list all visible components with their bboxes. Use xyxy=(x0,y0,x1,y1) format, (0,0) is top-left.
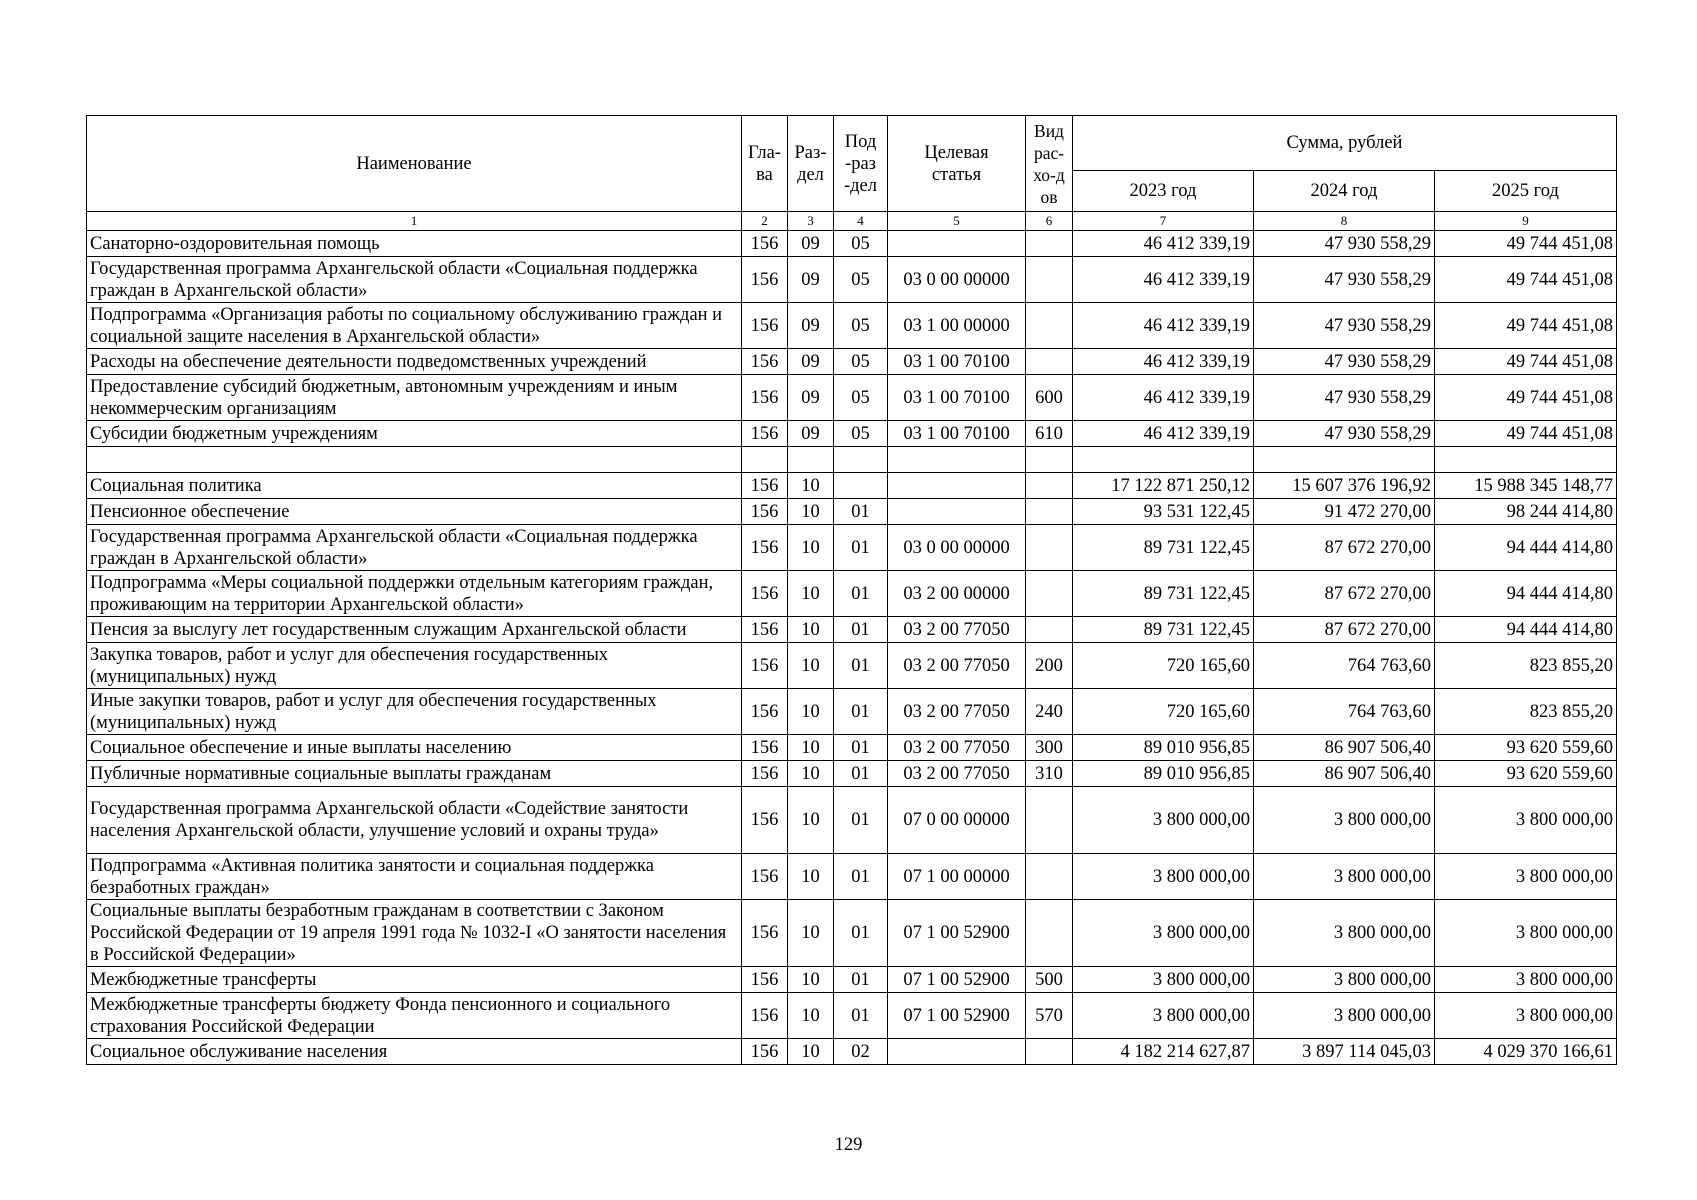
row-amount-2025: 94 444 414,80 xyxy=(1435,525,1617,571)
row-expense-type xyxy=(1026,231,1073,257)
row-amount-2025: 93 620 559,60 xyxy=(1435,761,1617,787)
row-subsection: 05 xyxy=(834,375,888,421)
row-amount-2023: 3 800 000,00 xyxy=(1073,900,1254,967)
row-section: 09 xyxy=(788,303,834,349)
row-subsection: 01 xyxy=(834,900,888,967)
row-chapter: 156 xyxy=(742,689,788,735)
row-section: 10 xyxy=(788,473,834,499)
table-row xyxy=(87,231,1617,257)
row-amount-2023: 46 412 339,19 xyxy=(1073,375,1254,421)
row-chapter: 156 xyxy=(742,257,788,303)
row-section: 10 xyxy=(788,1039,834,1065)
row-amount-2023: 720 165,60 xyxy=(1073,689,1254,735)
row-subsection: 05 xyxy=(834,349,888,375)
header-year-2023: 2023 год xyxy=(1073,171,1254,212)
row-section: 10 xyxy=(788,787,834,854)
row-amount-2024: 47 930 558,29 xyxy=(1254,375,1435,421)
table-row xyxy=(87,257,1617,303)
row-amount-2023: 3 800 000,00 xyxy=(1073,787,1254,854)
column-number: 7 xyxy=(1073,212,1254,231)
row-section: 10 xyxy=(788,900,834,967)
row-chapter: 156 xyxy=(742,643,788,689)
row-chapter: 156 xyxy=(742,375,788,421)
column-number: 3 xyxy=(788,212,834,231)
row-section: 10 xyxy=(788,967,834,993)
row-subsection: 05 xyxy=(834,231,888,257)
row-subsection: 02 xyxy=(834,1039,888,1065)
row-amount-2024: 47 930 558,29 xyxy=(1254,303,1435,349)
row-subsection: 01 xyxy=(834,643,888,689)
row-chapter: 156 xyxy=(742,617,788,643)
row-amount-2024: 764 763,60 xyxy=(1254,689,1435,735)
row-amount-2024: 3 800 000,00 xyxy=(1254,993,1435,1039)
row-name: Предоставление субсидий бюджетным, автономным учреждениям и иным некоммерческим организациям xyxy=(87,375,742,421)
row-name: Социальные выплаты безработным гражданам в соответствии с Законом Российской Федерации от 19 апреля 1991 года № 1032-I «О занятости населения в Российской Федерации» xyxy=(87,900,742,967)
row-subsection: 05 xyxy=(834,421,888,447)
row-target-article: 07 1 00 52900 xyxy=(888,967,1026,993)
row-name: Подпрограмма «Активная политика занятости и социальная поддержка безработных граждан» xyxy=(87,854,742,900)
row-chapter: 156 xyxy=(742,900,788,967)
row-name: Социальное обслуживание населения xyxy=(87,1039,742,1065)
table-row xyxy=(87,525,1617,571)
row-name: Подпрограмма «Меры социальной поддержки отдельным категориям граждан, проживающим на территории Архангельской области» xyxy=(87,571,742,617)
row-subsection: 01 xyxy=(834,787,888,854)
row-target-article: 03 2 00 77050 xyxy=(888,735,1026,761)
row-expense-type xyxy=(1026,571,1073,617)
row-subsection: 01 xyxy=(834,735,888,761)
row-target-article xyxy=(888,447,1026,473)
row-amount-2024: 3 800 000,00 xyxy=(1254,854,1435,900)
row-target-article: 03 1 00 70100 xyxy=(888,421,1026,447)
table-row xyxy=(87,473,1617,499)
header-subsection-text: Под-раз-дел xyxy=(843,131,878,196)
row-chapter: 156 xyxy=(742,473,788,499)
row-subsection xyxy=(834,447,888,473)
row-amount-2025: 94 444 414,80 xyxy=(1435,571,1617,617)
header-target-article-text: Целевая статья xyxy=(924,142,989,185)
row-name: Государственная программа Архангельской области «Содействие занятости населения Архангельской области, улучшение условий и охраны труда» xyxy=(87,787,742,854)
row-chapter: 156 xyxy=(742,1039,788,1065)
row-target-article: 07 1 00 00000 xyxy=(888,854,1026,900)
row-amount-2024: 3 897 114 045,03 xyxy=(1254,1039,1435,1065)
row-subsection: 05 xyxy=(834,257,888,303)
header-sum: Сумма, рублей xyxy=(1073,116,1617,171)
column-number-row xyxy=(87,212,1617,231)
table-row xyxy=(87,617,1617,643)
row-chapter: 156 xyxy=(742,525,788,571)
row-name: Подпрограмма «Организация работы по социальному обслуживанию граждан и социальной защите населения в Архангельской области» xyxy=(87,303,742,349)
row-amount-2023: 89 010 956,85 xyxy=(1073,761,1254,787)
row-amount-2023: 46 412 339,19 xyxy=(1073,349,1254,375)
row-name: Межбюджетные трансферты бюджету Фонда пенсионного и социального страхования Российской Федерации xyxy=(87,993,742,1039)
table-row xyxy=(87,421,1617,447)
row-expense-type xyxy=(1026,447,1073,473)
row-target-article xyxy=(888,231,1026,257)
header-section xyxy=(788,116,834,212)
row-name: Пенсия за выслугу лет государственным служащим Архангельской области xyxy=(87,617,742,643)
row-amount-2023: 93 531 122,45 xyxy=(1073,499,1254,525)
table-row xyxy=(87,303,1617,349)
row-subsection: 01 xyxy=(834,967,888,993)
row-amount-2023: 46 412 339,19 xyxy=(1073,257,1254,303)
row-amount-2024: 47 930 558,29 xyxy=(1254,231,1435,257)
table-row xyxy=(87,735,1617,761)
row-target-article: 07 1 00 52900 xyxy=(888,993,1026,1039)
row-amount-2024: 47 930 558,29 xyxy=(1254,421,1435,447)
row-name: Социальное обеспечение и иные выплаты населению xyxy=(87,735,742,761)
row-section: 10 xyxy=(788,525,834,571)
row-expense-type xyxy=(1026,473,1073,499)
row-amount-2024: 47 930 558,29 xyxy=(1254,257,1435,303)
row-section: 10 xyxy=(788,571,834,617)
row-target-article: 03 1 00 70100 xyxy=(888,349,1026,375)
header-target-article xyxy=(888,116,1026,212)
row-target-article: 03 2 00 77050 xyxy=(888,643,1026,689)
row-chapter: 156 xyxy=(742,735,788,761)
header-year-2025: 2025 год xyxy=(1435,171,1617,212)
row-subsection: 01 xyxy=(834,689,888,735)
table-row xyxy=(87,499,1617,525)
row-chapter: 156 xyxy=(742,571,788,617)
row-target-article: 03 0 00 00000 xyxy=(888,525,1026,571)
row-amount-2025: 49 744 451,08 xyxy=(1435,349,1617,375)
row-section: 10 xyxy=(788,761,834,787)
row-amount-2023: 4 182 214 627,87 xyxy=(1073,1039,1254,1065)
table-row xyxy=(87,571,1617,617)
row-name: Субсидии бюджетным учреждениям xyxy=(87,421,742,447)
row-subsection: 01 xyxy=(834,993,888,1039)
row-amount-2023: 3 800 000,00 xyxy=(1073,854,1254,900)
row-subsection: 05 xyxy=(834,303,888,349)
row-name: Санаторно-оздоровительная помощь xyxy=(87,231,742,257)
table-row xyxy=(87,787,1617,854)
row-expense-type xyxy=(1026,787,1073,854)
row-target-article: 07 0 00 00000 xyxy=(888,787,1026,854)
row-target-article: 03 1 00 70100 xyxy=(888,375,1026,421)
row-section xyxy=(788,447,834,473)
header-expense-type-text: Вид рас-хо-дов xyxy=(1033,120,1065,207)
row-name: Социальная политика xyxy=(87,473,742,499)
row-target-article: 03 1 00 00000 xyxy=(888,303,1026,349)
table-row xyxy=(87,993,1617,1039)
row-amount-2023: 3 800 000,00 xyxy=(1073,967,1254,993)
row-amount-2024: 15 607 376 196,92 xyxy=(1254,473,1435,499)
row-name: Государственная программа Архангельской области «Социальная поддержка граждан в Архангельской области» xyxy=(87,525,742,571)
row-amount-2025: 3 800 000,00 xyxy=(1435,854,1617,900)
row-chapter: 156 xyxy=(742,349,788,375)
row-section: 10 xyxy=(788,617,834,643)
row-amount-2025: 49 744 451,08 xyxy=(1435,303,1617,349)
row-name: Иные закупки товаров, работ и услуг для обеспечения государственных (муниципальных) нужд xyxy=(87,689,742,735)
row-section: 10 xyxy=(788,689,834,735)
header-section-text: Раз-дел xyxy=(794,142,827,185)
row-amount-2023: 17 122 871 250,12 xyxy=(1073,473,1254,499)
row-section: 10 xyxy=(788,499,834,525)
row-target-article: 03 2 00 77050 xyxy=(888,617,1026,643)
row-expense-type: 300 xyxy=(1026,735,1073,761)
row-amount-2024: 47 930 558,29 xyxy=(1254,349,1435,375)
row-expense-type: 200 xyxy=(1026,643,1073,689)
column-number: 5 xyxy=(888,212,1026,231)
row-chapter: 156 xyxy=(742,787,788,854)
row-subsection: 01 xyxy=(834,761,888,787)
row-subsection: 01 xyxy=(834,525,888,571)
row-section: 09 xyxy=(788,231,834,257)
table-row xyxy=(87,1039,1617,1065)
row-amount-2025: 3 800 000,00 xyxy=(1435,787,1617,854)
row-expense-type xyxy=(1026,525,1073,571)
row-expense-type: 310 xyxy=(1026,761,1073,787)
row-amount-2024: 3 800 000,00 xyxy=(1254,900,1435,967)
table-row xyxy=(87,349,1617,375)
row-name: Расходы на обеспечение деятельности подведомственных учреждений xyxy=(87,349,742,375)
row-amount-2024: 87 672 270,00 xyxy=(1254,617,1435,643)
row-amount-2025: 49 744 451,08 xyxy=(1435,421,1617,447)
row-subsection: 01 xyxy=(834,617,888,643)
row-amount-2024: 764 763,60 xyxy=(1254,643,1435,689)
column-number: 6 xyxy=(1026,212,1073,231)
header-chapter-text: Гла-ва xyxy=(748,142,781,185)
row-chapter: 156 xyxy=(742,303,788,349)
row-expense-type: 610 xyxy=(1026,421,1073,447)
row-amount-2023: 46 412 339,19 xyxy=(1073,421,1254,447)
column-number: 9 xyxy=(1435,212,1617,231)
row-section: 10 xyxy=(788,735,834,761)
row-expense-type xyxy=(1026,303,1073,349)
row-expense-type: 240 xyxy=(1026,689,1073,735)
row-amount-2023 xyxy=(1073,447,1254,473)
row-amount-2025: 823 855,20 xyxy=(1435,643,1617,689)
row-expense-type: 500 xyxy=(1026,967,1073,993)
row-amount-2023: 3 800 000,00 xyxy=(1073,993,1254,1039)
row-section: 09 xyxy=(788,257,834,303)
row-amount-2025: 49 744 451,08 xyxy=(1435,375,1617,421)
row-subsection: 01 xyxy=(834,571,888,617)
row-amount-2024: 91 472 270,00 xyxy=(1254,499,1435,525)
row-chapter xyxy=(742,447,788,473)
row-amount-2025: 49 744 451,08 xyxy=(1435,257,1617,303)
row-name: Государственная программа Архангельской области «Социальная поддержка граждан в Архангельской области» xyxy=(87,257,742,303)
header-name: Наименование xyxy=(87,116,742,212)
row-target-article xyxy=(888,499,1026,525)
row-expense-type: 600 xyxy=(1026,375,1073,421)
row-amount-2024: 86 907 506,40 xyxy=(1254,761,1435,787)
table-row xyxy=(87,854,1617,900)
row-name: Закупка товаров, работ и услуг для обеспечения государственных (муниципальных) нужд xyxy=(87,643,742,689)
row-target-article: 07 1 00 52900 xyxy=(888,900,1026,967)
row-target-article: 03 2 00 77050 xyxy=(888,761,1026,787)
row-amount-2025: 15 988 345 148,77 xyxy=(1435,473,1617,499)
column-number: 1 xyxy=(87,212,742,231)
row-expense-type xyxy=(1026,349,1073,375)
row-amount-2025: 49 744 451,08 xyxy=(1435,231,1617,257)
row-name: Публичные нормативные социальные выплаты гражданам xyxy=(87,761,742,787)
row-amount-2025: 98 244 414,80 xyxy=(1435,499,1617,525)
row-chapter: 156 xyxy=(742,993,788,1039)
table-row xyxy=(87,761,1617,787)
row-section: 10 xyxy=(788,993,834,1039)
row-amount-2025: 3 800 000,00 xyxy=(1435,900,1617,967)
row-amount-2023: 46 412 339,19 xyxy=(1073,303,1254,349)
row-expense-type xyxy=(1026,900,1073,967)
row-amount-2023: 89 731 122,45 xyxy=(1073,525,1254,571)
row-expense-type: 570 xyxy=(1026,993,1073,1039)
row-expense-type xyxy=(1026,499,1073,525)
table-row xyxy=(87,689,1617,735)
row-amount-2023: 89 731 122,45 xyxy=(1073,617,1254,643)
row-expense-type xyxy=(1026,854,1073,900)
row-subsection: 01 xyxy=(834,854,888,900)
column-number: 8 xyxy=(1254,212,1435,231)
row-amount-2025: 3 800 000,00 xyxy=(1435,967,1617,993)
row-expense-type xyxy=(1026,617,1073,643)
row-section: 10 xyxy=(788,854,834,900)
table-body xyxy=(87,231,1617,1065)
row-amount-2024: 86 907 506,40 xyxy=(1254,735,1435,761)
table-row xyxy=(87,900,1617,967)
row-amount-2025: 823 855,20 xyxy=(1435,689,1617,735)
row-name: Пенсионное обеспечение xyxy=(87,499,742,525)
row-amount-2023: 46 412 339,19 xyxy=(1073,231,1254,257)
row-amount-2023: 720 165,60 xyxy=(1073,643,1254,689)
column-number: 2 xyxy=(742,212,788,231)
row-chapter: 156 xyxy=(742,967,788,993)
row-amount-2023: 89 731 122,45 xyxy=(1073,571,1254,617)
header-expense-type xyxy=(1026,116,1073,212)
table-row xyxy=(87,375,1617,421)
row-section: 09 xyxy=(788,349,834,375)
row-subsection: 01 xyxy=(834,499,888,525)
row-amount-2025: 3 800 000,00 xyxy=(1435,993,1617,1039)
row-target-article: 03 0 00 00000 xyxy=(888,257,1026,303)
header-chapter xyxy=(742,116,788,212)
row-amount-2024: 3 800 000,00 xyxy=(1254,787,1435,854)
row-section: 09 xyxy=(788,375,834,421)
row-amount-2024: 3 800 000,00 xyxy=(1254,967,1435,993)
row-amount-2023: 89 010 956,85 xyxy=(1073,735,1254,761)
row-chapter: 156 xyxy=(742,231,788,257)
row-amount-2024: 87 672 270,00 xyxy=(1254,525,1435,571)
page-number: 129 xyxy=(834,1135,863,1155)
table-row xyxy=(87,643,1617,689)
row-name: Межбюджетные трансферты xyxy=(87,967,742,993)
row-amount-2025: 94 444 414,80 xyxy=(1435,617,1617,643)
table-header xyxy=(87,116,1617,231)
header-subsection xyxy=(834,116,888,212)
row-section: 09 xyxy=(788,421,834,447)
row-amount-2025: 4 029 370 166,61 xyxy=(1435,1039,1617,1065)
row-chapter: 156 xyxy=(742,761,788,787)
row-amount-2024: 87 672 270,00 xyxy=(1254,571,1435,617)
row-expense-type xyxy=(1026,257,1073,303)
row-amount-2025 xyxy=(1435,447,1617,473)
row-target-article xyxy=(888,1039,1026,1065)
row-chapter: 156 xyxy=(742,499,788,525)
row-target-article xyxy=(888,473,1026,499)
row-chapter: 156 xyxy=(742,421,788,447)
row-subsection xyxy=(834,473,888,499)
row-amount-2025: 93 620 559,60 xyxy=(1435,735,1617,761)
table-row xyxy=(87,967,1617,993)
header-year-2024: 2024 год xyxy=(1254,171,1435,212)
row-section: 10 xyxy=(788,643,834,689)
row-amount-2024 xyxy=(1254,447,1435,473)
row-chapter: 156 xyxy=(742,854,788,900)
table-row xyxy=(87,447,1617,473)
row-expense-type xyxy=(1026,1039,1073,1065)
row-target-article: 03 2 00 77050 xyxy=(888,689,1026,735)
column-number: 4 xyxy=(834,212,888,231)
row-name xyxy=(87,447,742,473)
row-target-article: 03 2 00 00000 xyxy=(888,571,1026,617)
budget-table xyxy=(86,115,1617,1065)
